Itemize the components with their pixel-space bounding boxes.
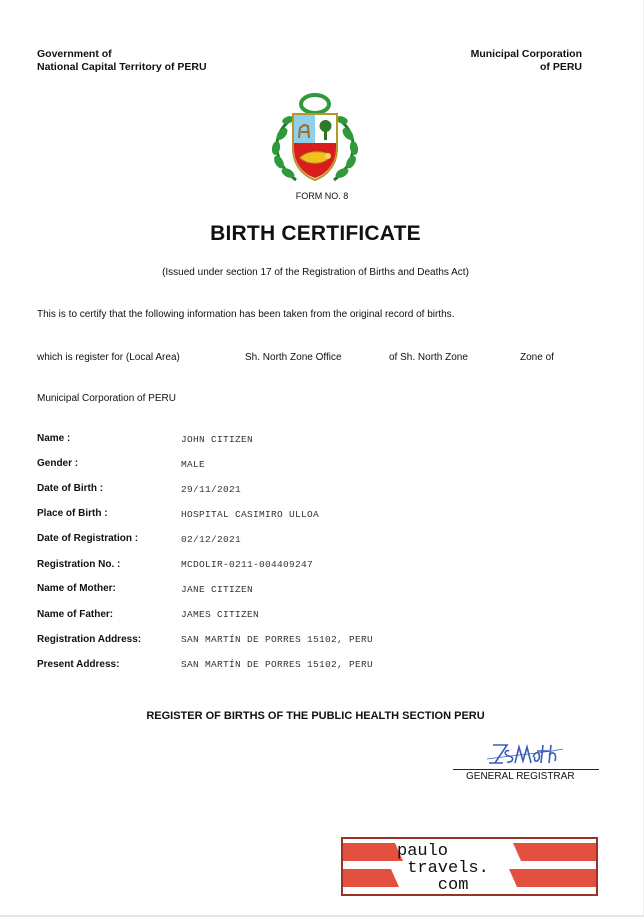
- certificate-subtitle: (Issued under section 17 of the Registration of Births and Deaths Act): [162, 267, 469, 278]
- field-value-gender: MALE: [181, 459, 206, 470]
- register-area-zone: of Sh. North Zone: [389, 352, 468, 363]
- field-value-present-address: SAN MARTÍN DE PORRES 15102, PERU: [181, 659, 374, 670]
- signature-icon: [485, 741, 565, 767]
- field-label-date-of-registration: Date of Registration :: [37, 533, 139, 544]
- registrar-label: GENERAL REGISTRAR: [466, 771, 575, 782]
- field-value-registration-no: MCDOLIR-0211-004409247: [181, 559, 314, 570]
- certify-statement: This is to certify that the following information has been taken from the original record of births.: [37, 309, 455, 320]
- field-label-gender: Gender :: [37, 458, 79, 469]
- signature-line: [453, 769, 599, 770]
- header-right-line2: of PERU: [540, 60, 582, 73]
- field-label-registration-no: Registration No. :: [37, 559, 121, 570]
- field-label-present-address: Present Address:: [37, 659, 120, 670]
- watermark-text: paulo travels. com: [397, 842, 489, 895]
- header-left-line2: National Capital Territory of PERU: [37, 60, 207, 73]
- register-area-zone-of: Zone of: [520, 352, 554, 363]
- register-area-office: Sh. North Zone Office: [245, 352, 342, 363]
- field-value-date-of-birth: 29/11/2021: [181, 484, 242, 495]
- municipal-line: Municipal Corporation of PERU: [37, 393, 176, 404]
- coat-of-arms-icon: [266, 92, 364, 184]
- field-value-place-of-birth: HOSPITAL CASIMIRO ULLOA: [181, 509, 320, 520]
- form-number: FORM NO. 8: [295, 191, 349, 201]
- field-label-date-of-birth: Date of Birth :: [37, 483, 104, 494]
- field-value-registration-address: SAN MARTÍN DE PORRES 15102, PERU: [181, 634, 374, 645]
- field-value-date-of-registration: 02/12/2021: [181, 534, 242, 545]
- register-area-label: which is register for (Local Area): [37, 352, 180, 363]
- watermark-logo: [341, 837, 598, 896]
- header-right-line1: Municipal Corporation: [470, 48, 582, 60]
- field-label-registration-address: Registration Address:: [37, 634, 142, 645]
- field-label-name-of-father: Name of Father:: [37, 609, 114, 620]
- certificate-title: BIRTH CERTIFICATE: [210, 222, 421, 245]
- register-heading: REGISTER OF BIRTHS OF THE PUBLIC HEALTH SECTION PERU: [146, 710, 485, 722]
- field-value-name-of-father: JAMES CITIZEN: [181, 609, 260, 620]
- field-label-name: Name :: [37, 433, 71, 444]
- field-value-name-of-mother: JANE CITIZEN: [181, 584, 254, 595]
- field-label-name-of-mother: Name of Mother:: [37, 583, 116, 594]
- header-left-line1: Government of: [37, 48, 112, 60]
- field-value-name: JOHN CITIZEN: [181, 434, 254, 445]
- header-right: [471, 48, 582, 73]
- header-left: [37, 48, 207, 73]
- field-label-place-of-birth: Place of Birth :: [37, 508, 108, 519]
